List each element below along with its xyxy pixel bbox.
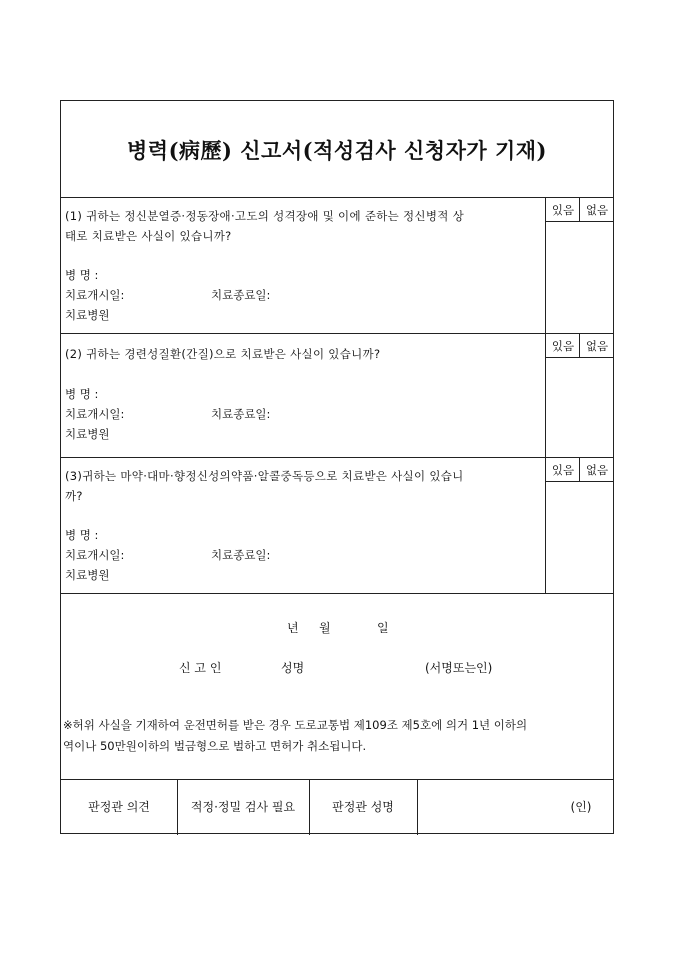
examiner-name-label: 판정관 성명 bbox=[332, 800, 394, 814]
no-label-q2: 없음 bbox=[585, 339, 609, 353]
start-date-field-q1: 치료개시일: bbox=[65, 288, 125, 302]
yes-label-q3: 있음 bbox=[551, 463, 575, 477]
examiner-opinion-label: 판정관 의견 bbox=[88, 800, 150, 814]
yes-label-q2: 있음 bbox=[551, 339, 575, 353]
yes-label-q1: 있음 bbox=[551, 203, 575, 217]
question-3-line1: (3)귀하는 마약·대마·향정신성의약품·알콜중독등으로 치료받은 사실이 있습니 bbox=[65, 469, 464, 483]
date-day: 일 bbox=[377, 621, 389, 635]
yn-header-line bbox=[545, 357, 613, 358]
medical-history-form bbox=[60, 100, 614, 834]
question-1-line2: 태로 치료받은 사실이 있습니까? bbox=[65, 229, 232, 243]
divider bbox=[61, 333, 613, 334]
no-label-q3: 없음 bbox=[585, 463, 609, 477]
hospital-field-q2: 치료병원 bbox=[65, 427, 110, 441]
end-date-field-q1: 치료종료일: bbox=[211, 288, 271, 302]
signer-label: 신 고 인 bbox=[179, 661, 222, 675]
start-date-field-q3: 치료개시일: bbox=[65, 548, 125, 562]
end-date-field-q3: 치료종료일: bbox=[211, 548, 271, 562]
date-month: 월 bbox=[319, 621, 331, 635]
disease-name-field-q3: 병 명 : bbox=[65, 528, 99, 542]
divider bbox=[61, 593, 613, 594]
question-3-line2: 까? bbox=[65, 489, 83, 503]
footer-divider bbox=[417, 779, 418, 835]
no-label-q1: 없음 bbox=[585, 203, 609, 217]
seal-mark: (인) bbox=[570, 800, 592, 814]
hospital-field-q1: 치료병원 bbox=[65, 308, 110, 322]
hospital-field-q3: 치료병원 bbox=[65, 568, 110, 582]
yn-header-line bbox=[545, 221, 613, 222]
divider bbox=[61, 457, 613, 458]
date-year: 년 bbox=[287, 621, 299, 635]
signature-hint: (서명또는인) bbox=[425, 661, 493, 675]
question-2-line1: (2) 귀하는 경련성질환(간질)으로 치료받은 사실이 있습니까? bbox=[65, 347, 381, 361]
start-date-field-q2: 치료개시일: bbox=[65, 407, 125, 421]
disease-name-field-q1: 병 명 : bbox=[65, 268, 99, 282]
end-date-field-q2: 치료종료일: bbox=[211, 407, 271, 421]
yn-header-line bbox=[545, 481, 613, 482]
warning-line-2: 역이나 50만원이하의 벌금형으로 벌하고 면허가 취소됩니다. bbox=[63, 739, 367, 753]
examiner-opinion-value: 적정·정밀 검사 필요 bbox=[190, 800, 296, 814]
signer-name-label: 성명 bbox=[281, 661, 305, 675]
divider bbox=[61, 197, 613, 198]
yn-column-border bbox=[545, 197, 546, 593]
warning-line-1: ※허위 사실을 기재하여 운전면허를 받은 경우 도로교통법 제109조 제5호에 의거 1년 이하의 bbox=[63, 718, 528, 732]
form-title: 병력(病歷) 신고서(적성검사 신청자가 기재) bbox=[127, 138, 547, 163]
question-1-line1: (1) 귀하는 정신분열증·정동장애·고도의 성격장애 및 이에 준하는 정신병적 상 bbox=[65, 209, 465, 223]
disease-name-field-q2: 병 명 : bbox=[65, 387, 99, 401]
divider bbox=[61, 779, 613, 780]
